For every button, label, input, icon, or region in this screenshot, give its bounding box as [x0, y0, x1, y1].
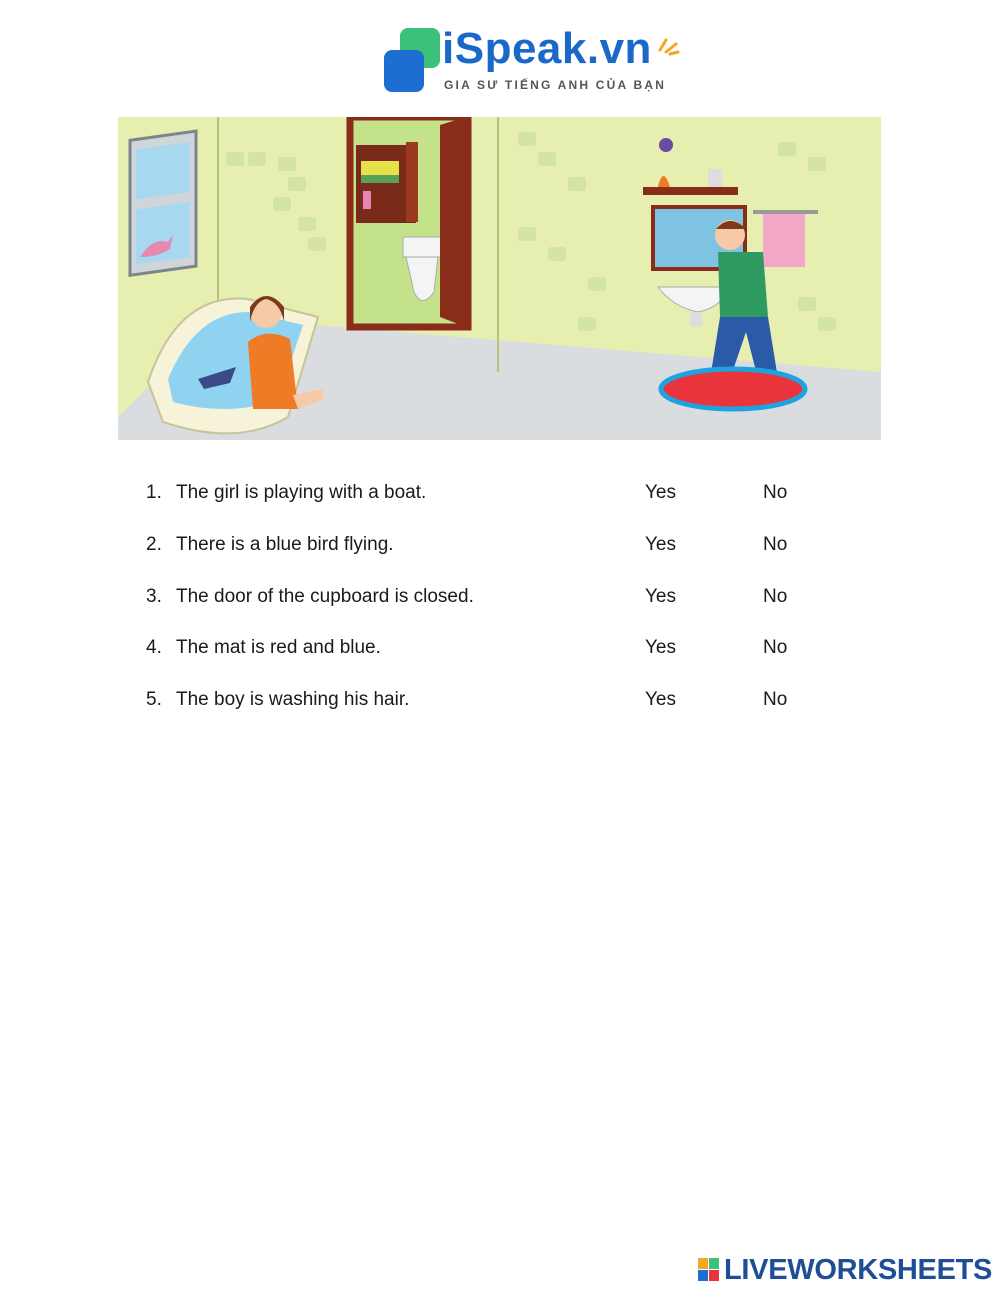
logo-tagline: GIA SƯ TIẾNG ANH CỦA BẠN: [444, 78, 667, 92]
yes-option[interactable]: Yes: [645, 585, 676, 607]
liveworksheets-logo: [698, 1254, 994, 1286]
no-option[interactable]: No: [763, 637, 788, 659]
question-row: [146, 582, 846, 634]
open-door: [440, 117, 466, 327]
question-list: [146, 478, 846, 737]
yes-option[interactable]: Yes: [645, 533, 676, 555]
cupboard: [356, 142, 418, 223]
no-option[interactable]: No: [763, 482, 788, 503]
question-text: There is a blue bird flying.: [176, 533, 394, 555]
question-number: 5.: [146, 689, 162, 711]
question-number: 3.: [146, 585, 162, 607]
window: [130, 131, 196, 275]
pink-towel: [763, 212, 805, 267]
no-option[interactable]: No: [763, 533, 788, 555]
question-number: 2.: [146, 533, 162, 555]
yes-option[interactable]: Yes: [645, 637, 676, 659]
question-number: 1.: [146, 482, 162, 503]
question-text: The mat is red and blue.: [176, 637, 381, 659]
question-row: [146, 633, 846, 685]
no-option[interactable]: No: [763, 585, 788, 607]
question-row: [146, 530, 846, 582]
logo-blue-square: [384, 50, 424, 92]
question-text: The girl is playing with a boat.: [176, 482, 427, 503]
question-text: The door of the cupboard is closed.: [176, 585, 474, 607]
logo-spark-icon: [656, 32, 680, 56]
ispeak-logo: [384, 24, 684, 98]
question-number: 4.: [146, 637, 162, 659]
liveworksheets-wordmark: LIVEWORKSHEETS: [724, 1254, 993, 1286]
logo-wordmark: iSpeak.vn: [442, 24, 652, 73]
question-text: The boy is washing his hair.: [176, 689, 410, 711]
bathroom-illustration: [118, 117, 881, 440]
liveworksheets-blocks-icon: [698, 1258, 720, 1282]
no-option[interactable]: No: [763, 689, 788, 711]
bath-mat: [661, 369, 805, 409]
question-row: [146, 685, 846, 737]
yes-option[interactable]: Yes: [645, 482, 676, 503]
question-row: [146, 478, 846, 530]
yes-option[interactable]: Yes: [645, 689, 676, 711]
